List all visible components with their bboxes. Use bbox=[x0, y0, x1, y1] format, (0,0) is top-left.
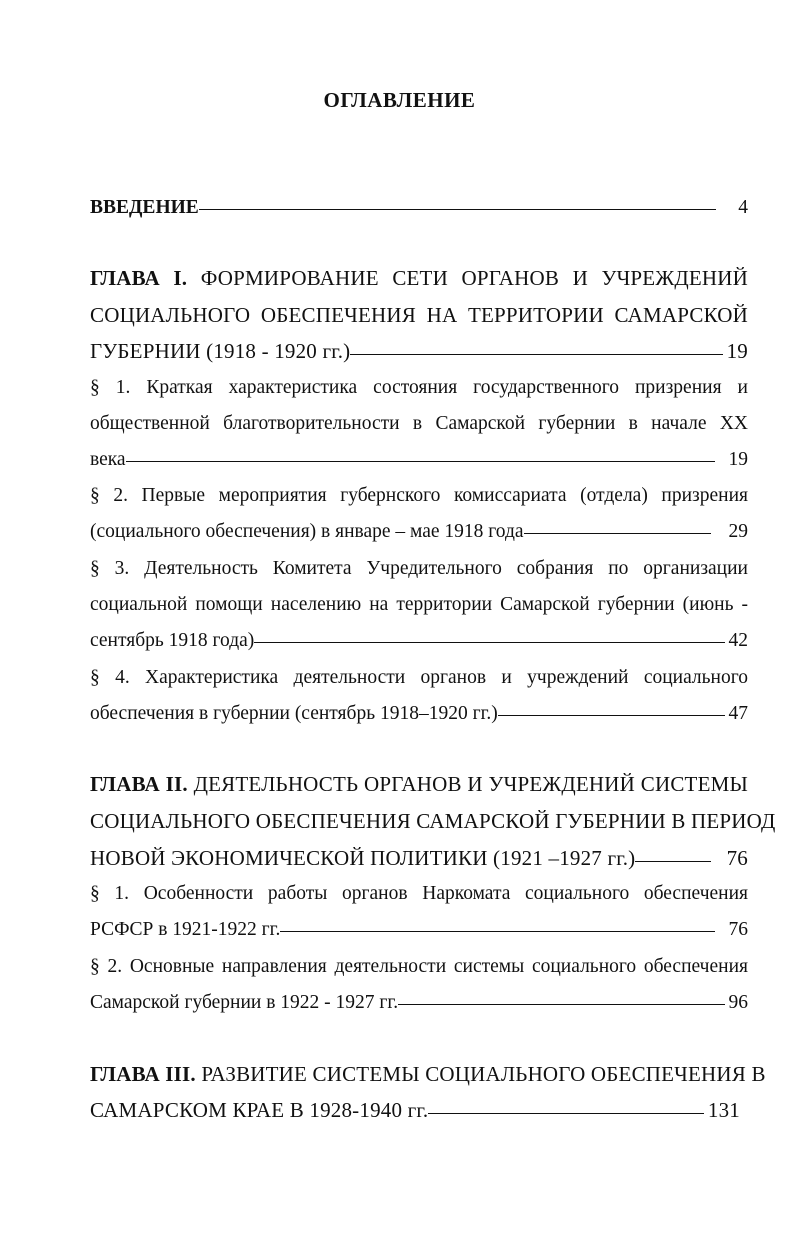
page-title: ОГЛАВЛЕНИЕ bbox=[323, 88, 476, 112]
leader-line bbox=[280, 931, 714, 932]
section-1-3-line-1[interactable]: § 3. Деятельность Комитета Учредительного собрания по организации bbox=[90, 558, 748, 579]
page-number: 76 bbox=[726, 846, 748, 870]
page-number: 131 bbox=[707, 1098, 740, 1122]
leader-line bbox=[199, 209, 716, 210]
page-number: 96 bbox=[728, 992, 748, 1013]
leader-line bbox=[350, 354, 722, 355]
section-1-1-line-3[interactable]: века 19 bbox=[90, 449, 748, 470]
leader-line bbox=[524, 533, 711, 534]
section-1-1-line-1[interactable]: § 1. Краткая характеристика состояния государственного призрения и bbox=[90, 377, 748, 398]
section-1-4-line-1[interactable]: § 4. Характеристика деятельности органов и учреждений социального bbox=[90, 667, 748, 688]
chapter-3-line-1[interactable]: ГЛАВА III. РАЗВИТИЕ СИСТЕМЫ СОЦИАЛЬНОГО ОБЕСПЕЧЕНИЯ В bbox=[90, 1062, 766, 1086]
page-number: 76 bbox=[728, 919, 748, 940]
toc-entry-label: ВВЕДЕНИЕ bbox=[90, 197, 199, 218]
section-2-1-line-1[interactable]: § 1. Особенности работы органов Наркомата социального обеспечения bbox=[90, 883, 748, 904]
section-1-4-line-2[interactable]: обеспечения в губернии (сентябрь 1918–1920 гг.) 47 bbox=[90, 703, 748, 724]
page-number: 19 bbox=[726, 339, 748, 363]
leader-line bbox=[428, 1113, 704, 1114]
chapter-1-line-2: СОЦИАЛЬНОГО ОБЕСПЕЧЕНИЯ НА ТЕРРИТОРИИ САМАРСКОЙ bbox=[90, 303, 748, 327]
chapter-3-label: ГЛАВА III. bbox=[90, 1062, 196, 1086]
section-1-1-line-2: общественной благотворительности в Самарской губернии в начале XX bbox=[90, 413, 748, 434]
leader-line bbox=[254, 642, 724, 643]
chapter-3-line-2[interactable]: САМАРСКОМ КРАЕ В 1928-1940 гг. 131 bbox=[90, 1098, 740, 1122]
section-1-3-line-3[interactable]: сентябрь 1918 года) 42 bbox=[90, 630, 748, 651]
chapter-1-line-1[interactable]: ГЛАВА I. ФОРМИРОВАНИЕ СЕТИ ОРГАНОВ И УЧРЕЖДЕНИЙ bbox=[90, 266, 748, 290]
section-1-3-line-2: социальной помощи населению на территории Самарской губернии (июнь - bbox=[90, 594, 748, 615]
page-number: 47 bbox=[728, 703, 748, 724]
leader-line bbox=[635, 861, 710, 862]
section-1-2-line-2[interactable]: (социального обеспечения) в январе – мае 1918 года 29 bbox=[90, 521, 748, 542]
page-number: 19 bbox=[728, 449, 748, 470]
section-1-2-line-1[interactable]: § 2. Первые мероприятия губернского комиссариата (отдела) призрения bbox=[90, 485, 748, 506]
leader-line bbox=[398, 1004, 724, 1005]
chapter-1-label: ГЛАВА I. bbox=[90, 266, 188, 290]
page-number: 29 bbox=[728, 521, 748, 542]
page-number: 4 bbox=[738, 197, 748, 218]
section-2-2-line-2[interactable]: Самарской губернии в 1922 - 1927 гг. 96 bbox=[90, 992, 748, 1013]
leader-line bbox=[498, 715, 725, 716]
toc-entry-introduction[interactable] bbox=[90, 196, 748, 220]
page-number: 42 bbox=[728, 630, 748, 651]
section-2-1-line-2[interactable]: РСФСР в 1921-1922 гг. 76 bbox=[90, 919, 748, 940]
section-2-2-line-1[interactable]: § 2. Основные направления деятельности системы социального обеспечения bbox=[90, 956, 748, 977]
leader-line bbox=[126, 461, 715, 462]
chapter-2-line-3[interactable]: НОВОЙ ЭКОНОМИЧЕСКОЙ ПОЛИТИКИ (1921 –1927 гг.) 76 bbox=[90, 846, 748, 870]
chapter-1-line-3[interactable]: ГУБЕРНИИ (1918 - 1920 гг.) 19 bbox=[90, 339, 748, 363]
chapter-2-line-1[interactable]: ГЛАВА II. ДЕЯТЕЛЬНОСТЬ ОРГАНОВ И УЧРЕЖДЕНИЙ СИСТЕМЫ bbox=[90, 772, 749, 796]
chapter-2-label: ГЛАВА II. bbox=[90, 772, 188, 796]
chapter-2-line-2: СОЦИАЛЬНОГО ОБЕСПЕЧЕНИЯ САМАРСКОЙ ГУБЕРНИИ В ПЕРИОД bbox=[90, 809, 776, 833]
